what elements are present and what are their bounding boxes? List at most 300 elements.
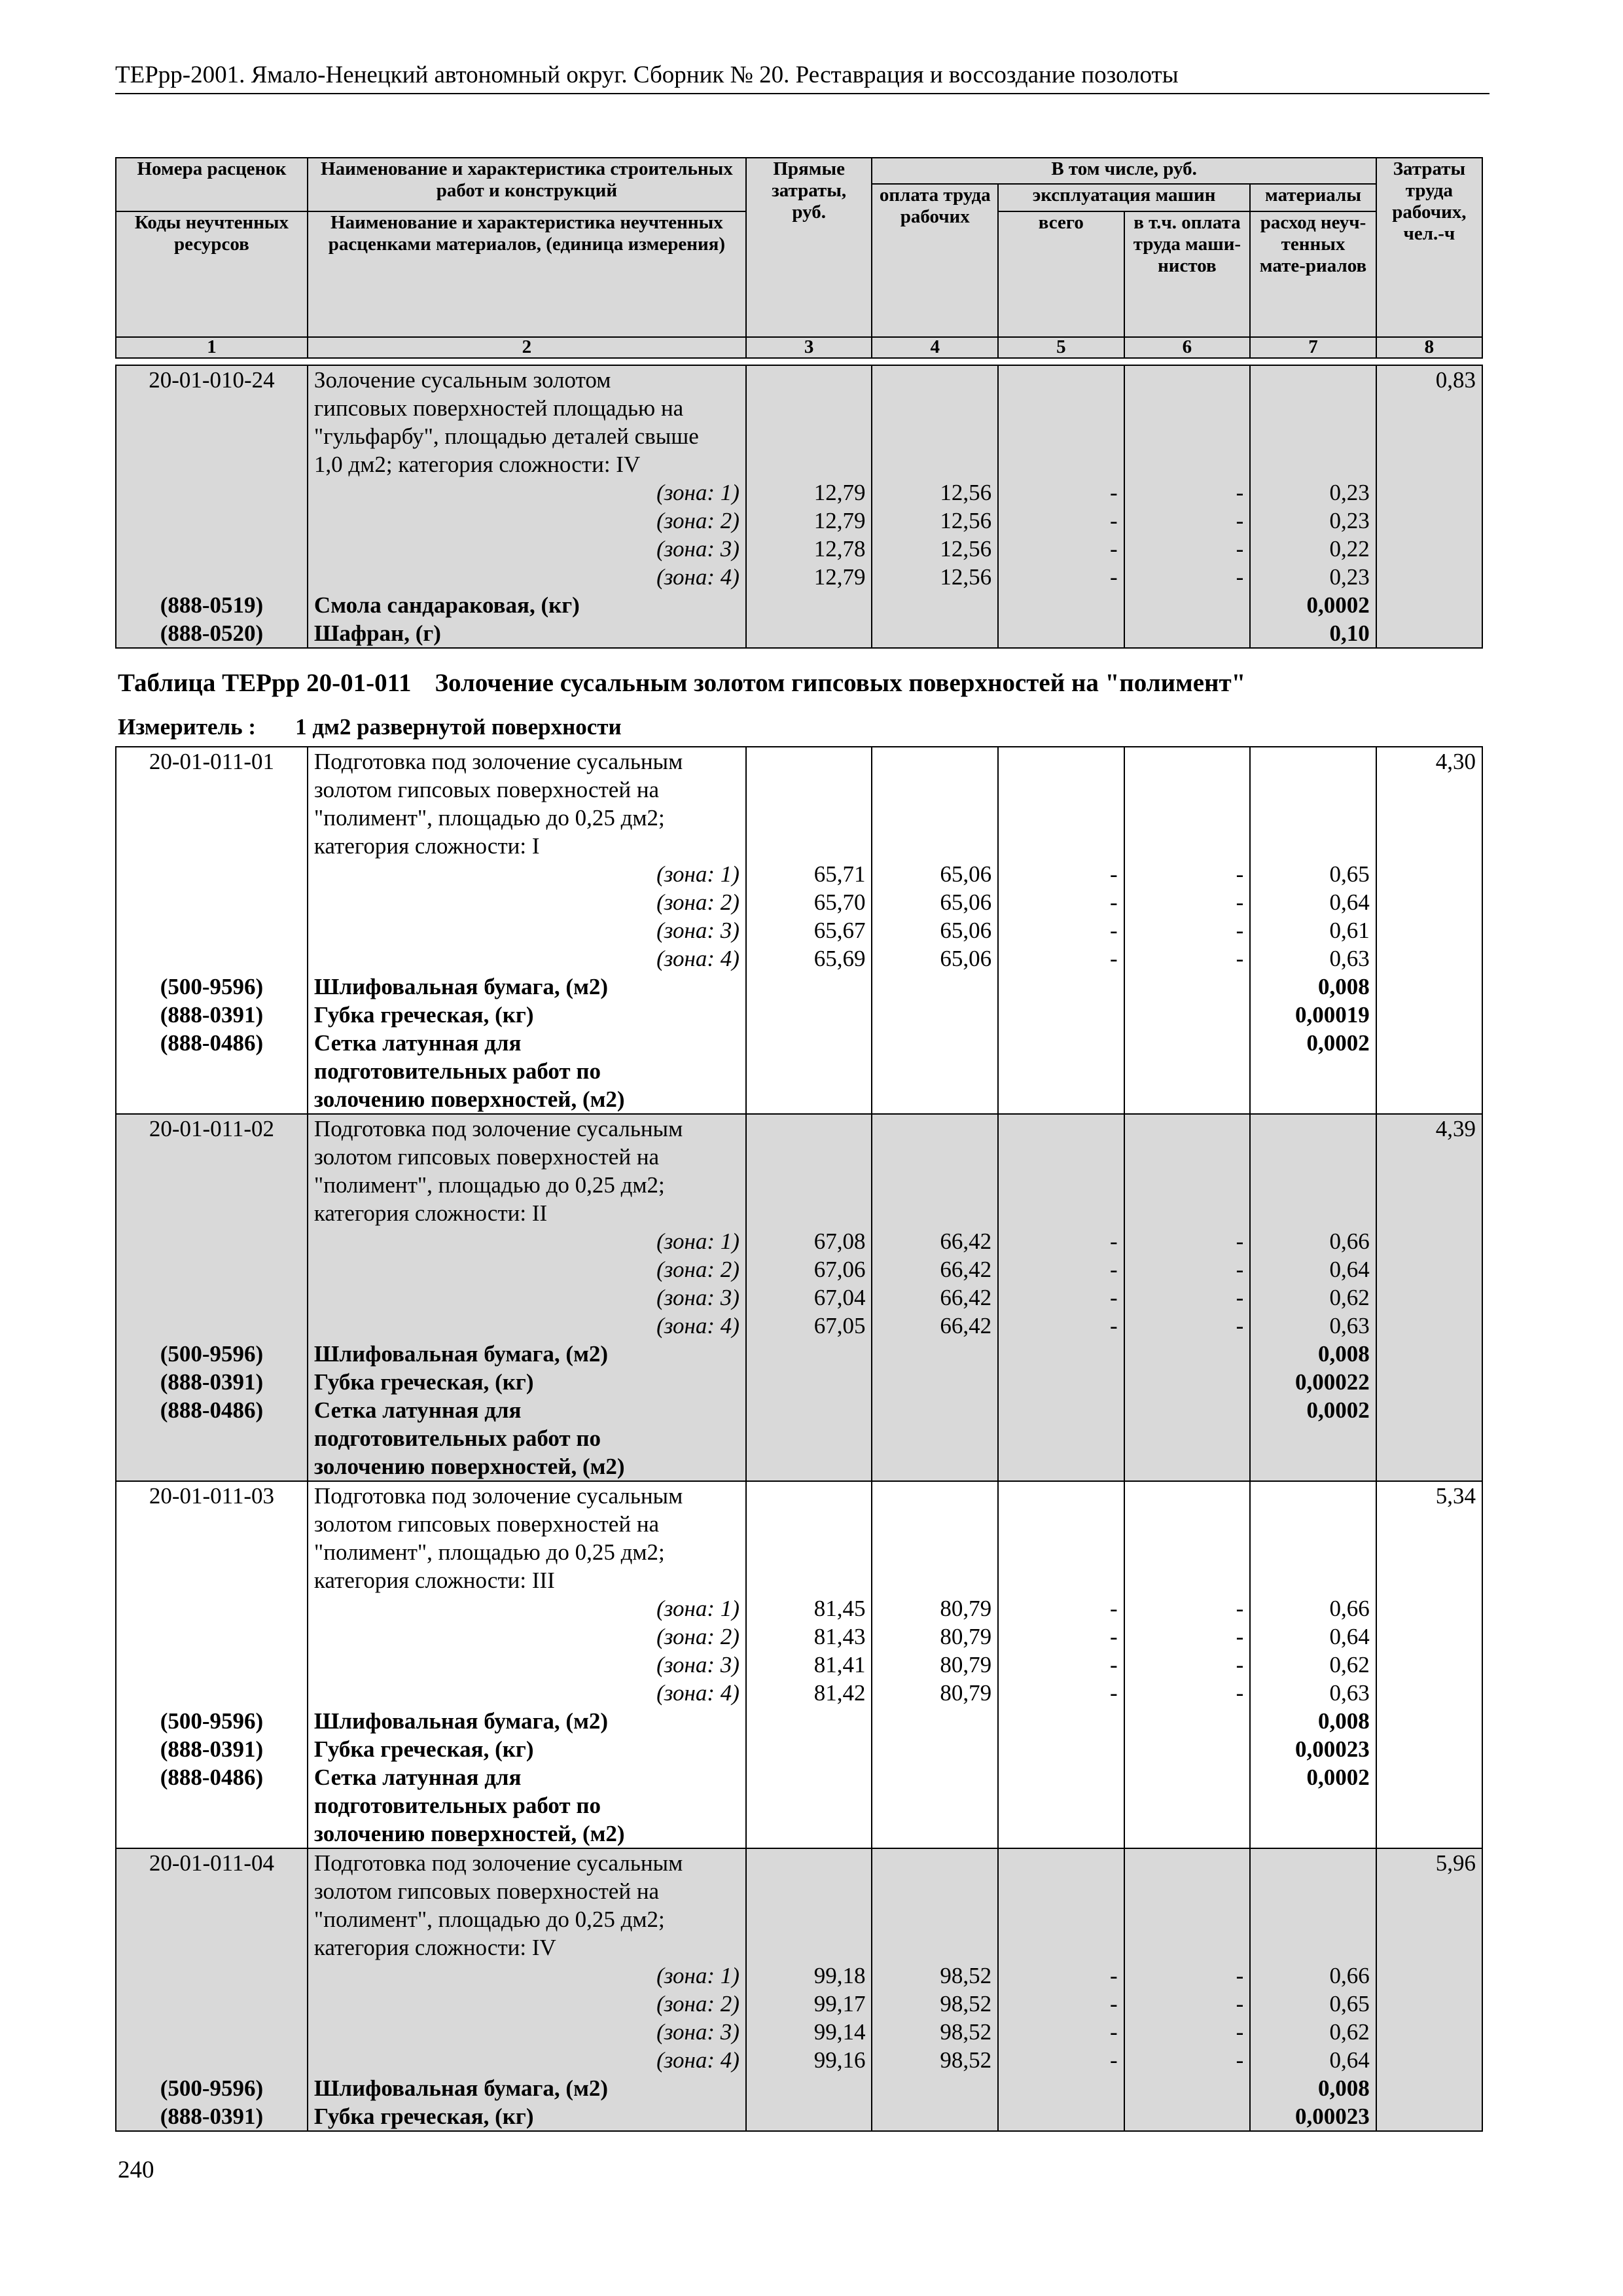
column-number: 7 <box>1250 337 1376 358</box>
resource-name-line: золочению поверхностей, (м2) <box>313 1454 625 1479</box>
empty-cell <box>998 1114 1124 1227</box>
empty-cell <box>998 1735 1124 1763</box>
empty-cell <box>998 1029 1124 1114</box>
materials-cost: 0,66 <box>1250 1594 1376 1623</box>
empty-cell <box>1124 1848 1251 1962</box>
empty-cell <box>116 1962 308 1990</box>
materials-cost: 0,63 <box>1250 1679 1376 1707</box>
resource-name <box>308 1340 746 1368</box>
resource-name-line: Губка греческая, (кг) <box>313 1002 534 1028</box>
header-operator-wage: в т.ч. оплата труда маши-нистов <box>1124 211 1251 337</box>
zone-label: (зона: 2) <box>308 507 746 535</box>
empty-cell <box>872 973 998 1001</box>
empty-cell <box>872 1368 998 1396</box>
resource-row <box>116 973 1482 1001</box>
header-machines: эксплуатация машин <box>998 184 1250 211</box>
rate-name <box>308 365 746 478</box>
machines-total: - <box>998 888 1124 916</box>
wage-cost: 65,06 <box>872 860 998 888</box>
zone-row <box>116 1651 1482 1679</box>
wage-cost: 80,79 <box>872 1594 998 1623</box>
header-column-numbers <box>116 337 1482 358</box>
resource-code: (888-0486) <box>116 1029 308 1114</box>
machines-total: - <box>998 916 1124 944</box>
empty-cell <box>872 619 998 648</box>
zone-label: (зона: 2) <box>308 1990 746 2018</box>
operator-wage: - <box>1124 1623 1251 1651</box>
resource-code: (500-9596) <box>116 1707 308 1735</box>
resource-name-line: подготовительных работ по <box>313 1426 601 1451</box>
column-number: 3 <box>746 337 872 358</box>
wage-cost: 12,56 <box>872 535 998 563</box>
empty-cell <box>998 1763 1124 1848</box>
column-number: 5 <box>998 337 1124 358</box>
running-header: ТЕРрр-2001. Ямало-Ненецкий автономный округ. Сборник № 20. Реставрация и воссоздание позолоты <box>115 60 1489 94</box>
materials-cost: 0,66 <box>1250 1962 1376 1990</box>
direct-cost: 81,43 <box>746 1623 872 1651</box>
empty-cell <box>1376 1707 1482 1735</box>
resource-name <box>308 1763 746 1848</box>
resource-row <box>116 619 1482 648</box>
zone-label: (зона: 4) <box>308 944 746 973</box>
empty-cell <box>1124 591 1251 619</box>
resource-row <box>116 591 1482 619</box>
materials-cost: 0,63 <box>1250 1312 1376 1340</box>
wage-cost: 98,52 <box>872 1990 998 2018</box>
header-direct-cost: Прямые затраты, руб. <box>746 158 872 337</box>
rate-name-line: золотом гипсовых поверхностей на <box>313 1144 660 1170</box>
column-number: 6 <box>1124 337 1251 358</box>
zone-label: (зона: 2) <box>308 888 746 916</box>
machines-total: - <box>998 860 1124 888</box>
resource-name-line: Шафран, (г) <box>313 620 441 646</box>
empty-cell <box>1376 478 1482 507</box>
empty-cell <box>116 1651 308 1679</box>
rate-name-line: Подготовка под золочение сусальным <box>313 749 683 774</box>
empty-cell <box>116 535 308 563</box>
labor-cost: 5,96 <box>1376 1848 1482 1962</box>
empty-cell <box>746 1029 872 1114</box>
empty-cell <box>872 1001 998 1029</box>
operator-wage: - <box>1124 1227 1251 1255</box>
empty-cell <box>116 1594 308 1623</box>
zone-label: (зона: 4) <box>308 563 746 591</box>
empty-cell <box>1124 1029 1251 1114</box>
empty-cell <box>872 365 998 478</box>
wage-cost: 66,42 <box>872 1283 998 1312</box>
zone-label: (зона: 3) <box>308 2018 746 2046</box>
zone-label: (зона: 1) <box>308 1227 746 1255</box>
rate-name-line: "полимент", площадью до 0,25 дм2; <box>313 805 665 831</box>
empty-cell <box>1376 1340 1482 1368</box>
direct-cost: 99,17 <box>746 1990 872 2018</box>
rate-name-line: золотом гипсовых поверхностей на <box>313 777 660 802</box>
resource-name <box>308 1001 746 1029</box>
materials-cost: 0,64 <box>1250 1623 1376 1651</box>
empty-cell <box>116 2018 308 2046</box>
resource-name <box>308 1368 746 1396</box>
resource-qty: 0,008 <box>1250 1340 1376 1368</box>
wage-cost: 66,42 <box>872 1255 998 1283</box>
resource-name <box>308 619 746 648</box>
wage-cost: 80,79 <box>872 1651 998 1679</box>
zone-label: (зона: 3) <box>308 1651 746 1679</box>
resource-row <box>116 2074 1482 2102</box>
wage-cost: 12,56 <box>872 478 998 507</box>
empty-cell <box>1124 747 1251 860</box>
empty-cell <box>1376 1227 1482 1255</box>
rate-table-20-01-011 <box>115 746 1483 2132</box>
empty-cell <box>1250 1114 1376 1227</box>
resource-row <box>116 1763 1482 1848</box>
resource-name-line: Шлифовальная бумага, (м2) <box>313 1341 609 1367</box>
resource-name-line: Губка греческая, (кг) <box>313 2104 534 2129</box>
empty-cell <box>1124 1763 1251 1848</box>
table-header <box>115 157 1483 359</box>
operator-wage: - <box>1124 1962 1251 1990</box>
wage-cost: 80,79 <box>872 1623 998 1651</box>
empty-cell <box>872 2074 998 2102</box>
operator-wage: - <box>1124 563 1251 591</box>
empty-cell <box>1376 2102 1482 2131</box>
machines-total: - <box>998 2046 1124 2074</box>
direct-cost: 99,18 <box>746 1962 872 1990</box>
zone-row <box>116 1990 1482 2018</box>
resource-row <box>116 1368 1482 1396</box>
machines-total: - <box>998 478 1124 507</box>
resource-code: (888-0391) <box>116 1001 308 1029</box>
empty-cell <box>1376 507 1482 535</box>
zone-label: (зона: 4) <box>308 2046 746 2074</box>
resource-name <box>308 1029 746 1114</box>
machines-total: - <box>998 507 1124 535</box>
empty-cell <box>746 1340 872 1368</box>
rate-code: 20-01-011-01 <box>116 747 308 860</box>
resource-qty: 0,00022 <box>1250 1368 1376 1396</box>
direct-cost: 99,16 <box>746 2046 872 2074</box>
empty-cell <box>998 1368 1124 1396</box>
rate-name-line: "полимент", площадью до 0,25 дм2; <box>313 1539 665 1565</box>
empty-cell <box>746 1735 872 1763</box>
materials-cost: 0,66 <box>1250 1227 1376 1255</box>
zone-row <box>116 478 1482 507</box>
resource-code: (500-9596) <box>116 1340 308 1368</box>
empty-cell <box>1376 1255 1482 1283</box>
empty-cell <box>872 1029 998 1114</box>
empty-cell <box>1376 591 1482 619</box>
empty-cell <box>998 1481 1124 1594</box>
resource-name <box>308 973 746 1001</box>
empty-cell <box>1124 1368 1251 1396</box>
empty-cell <box>1250 365 1376 478</box>
resource-name <box>308 2102 746 2131</box>
rate-table-20-01-010 <box>115 365 1483 649</box>
empty-cell <box>746 1481 872 1594</box>
rate-name <box>308 1114 746 1227</box>
materials-cost: 0,65 <box>1250 860 1376 888</box>
labor-cost: 0,83 <box>1376 365 1482 478</box>
rate-name-line: золотом гипсовых поверхностей на <box>313 1511 660 1537</box>
resource-row <box>116 1396 1482 1481</box>
resource-name-line: Сетка латунная для <box>313 1030 522 1056</box>
wage-cost: 80,79 <box>872 1679 998 1707</box>
empty-cell <box>1376 1594 1482 1623</box>
empty-cell <box>1376 916 1482 944</box>
empty-cell <box>1376 1312 1482 1340</box>
labor-cost: 4,39 <box>1376 1114 1482 1227</box>
column-number: 2 <box>308 337 746 358</box>
empty-cell <box>872 1340 998 1368</box>
rate-name-line: Золочение сусальным золотом <box>313 367 611 393</box>
resource-name-line: Шлифовальная бумага, (м2) <box>313 1708 609 1734</box>
rate-name-line: Подготовка под золочение сусальным <box>313 1116 683 1141</box>
direct-cost: 81,45 <box>746 1594 872 1623</box>
resource-qty: 0,00019 <box>1250 1001 1376 1029</box>
empty-cell <box>116 888 308 916</box>
empty-cell <box>1124 1114 1251 1227</box>
empty-cell <box>1376 1396 1482 1481</box>
empty-cell <box>1376 563 1482 591</box>
rate-name-line: категория сложности: IV <box>313 1935 556 1960</box>
empty-cell <box>998 2102 1124 2131</box>
empty-cell <box>746 973 872 1001</box>
zone-row <box>116 1962 1482 1990</box>
header-resource-codes: Коды неучтенных ресурсов <box>116 211 308 337</box>
empty-cell <box>872 1848 998 1962</box>
wage-cost: 98,52 <box>872 2046 998 2074</box>
empty-cell <box>998 365 1124 478</box>
rate-name-line: категория сложности: III <box>313 1568 555 1593</box>
empty-cell <box>746 1707 872 1735</box>
resource-name-line: подготовительных работ по <box>313 1058 601 1084</box>
operator-wage: - <box>1124 507 1251 535</box>
resource-code: (888-0486) <box>116 1763 308 1848</box>
wage-cost: 65,06 <box>872 888 998 916</box>
header-labor-cost: Затраты труда рабочих, чел.-ч <box>1376 158 1482 337</box>
operator-wage: - <box>1124 1255 1251 1283</box>
empty-cell <box>746 1114 872 1227</box>
operator-wage: - <box>1124 944 1251 973</box>
direct-cost: 12,79 <box>746 507 872 535</box>
empty-cell <box>1376 1735 1482 1763</box>
resource-name-line: золочению поверхностей, (м2) <box>313 1086 625 1112</box>
zone-row <box>116 1594 1482 1623</box>
machines-total: - <box>998 1623 1124 1651</box>
machines-total: - <box>998 1651 1124 1679</box>
resource-name <box>308 1396 746 1481</box>
operator-wage: - <box>1124 916 1251 944</box>
empty-cell <box>746 619 872 648</box>
empty-cell <box>872 1114 998 1227</box>
empty-cell <box>1124 1340 1251 1368</box>
materials-cost: 0,64 <box>1250 888 1376 916</box>
operator-wage: - <box>1124 1312 1251 1340</box>
zone-row <box>116 535 1482 563</box>
zone-label: (зона: 3) <box>308 916 746 944</box>
materials-cost: 0,64 <box>1250 1255 1376 1283</box>
direct-cost: 12,78 <box>746 535 872 563</box>
zone-label: (зона: 2) <box>308 1255 746 1283</box>
empty-cell <box>872 1763 998 1848</box>
materials-cost: 0,64 <box>1250 2046 1376 2074</box>
column-number: 4 <box>872 337 998 358</box>
empty-cell <box>116 563 308 591</box>
column-number: 1 <box>116 337 308 358</box>
measure-label: Измеритель : <box>118 714 257 740</box>
resource-qty: 0,008 <box>1250 1707 1376 1735</box>
rate-row <box>116 365 1482 478</box>
labor-cost: 4,30 <box>1376 747 1482 860</box>
resource-name-line: подготовительных работ по <box>313 1793 601 1818</box>
resource-name <box>308 2074 746 2102</box>
operator-wage: - <box>1124 1990 1251 2018</box>
direct-cost: 65,70 <box>746 888 872 916</box>
empty-cell <box>116 1283 308 1312</box>
empty-cell <box>746 1396 872 1481</box>
header-rate-number: Номера расценок <box>116 158 308 211</box>
zone-row <box>116 1312 1482 1340</box>
empty-cell <box>1376 2074 1482 2102</box>
direct-cost: 67,04 <box>746 1283 872 1312</box>
empty-cell <box>872 1396 998 1481</box>
zone-row <box>116 916 1482 944</box>
empty-cell <box>998 1707 1124 1735</box>
materials-cost: 0,23 <box>1250 507 1376 535</box>
resource-code: (888-0391) <box>116 1368 308 1396</box>
empty-cell <box>1124 1001 1251 1029</box>
direct-cost: 65,67 <box>746 916 872 944</box>
resource-row <box>116 2102 1482 2131</box>
materials-cost: 0,23 <box>1250 478 1376 507</box>
materials-cost: 0,62 <box>1250 2018 1376 2046</box>
empty-cell <box>998 619 1124 648</box>
resource-name-line: Сетка латунная для <box>313 1397 522 1423</box>
rate-name <box>308 1481 746 1594</box>
empty-cell <box>998 747 1124 860</box>
empty-cell <box>1376 619 1482 648</box>
empty-cell <box>746 1848 872 1962</box>
wage-cost: 98,52 <box>872 1962 998 1990</box>
rate-name <box>308 747 746 860</box>
rate-name-line: золотом гипсовых поверхностей на <box>313 1878 660 1904</box>
empty-cell <box>1376 944 1482 973</box>
direct-cost: 65,69 <box>746 944 872 973</box>
resource-qty: 0,008 <box>1250 2074 1376 2102</box>
page-number: 240 <box>118 2157 154 2183</box>
machines-total: - <box>998 1283 1124 1312</box>
machines-total: - <box>998 1312 1124 1340</box>
column-number: 8 <box>1376 337 1482 358</box>
resource-code: (500-9596) <box>116 2074 308 2102</box>
wage-cost: 65,06 <box>872 944 998 973</box>
direct-cost: 67,05 <box>746 1312 872 1340</box>
empty-cell <box>872 1707 998 1735</box>
resource-code: (888-0391) <box>116 1735 308 1763</box>
resource-name-line: Шлифовальная бумага, (м2) <box>313 974 609 999</box>
resource-name-line: золочению поверхностей, (м2) <box>313 1821 625 1846</box>
labor-cost: 5,34 <box>1376 1481 1482 1594</box>
machines-total: - <box>998 1679 1124 1707</box>
rate-name-line: гипсовых поверхностей площадью на <box>313 395 684 421</box>
header-material-name: Наименование и характеристика неучтенных расценками материалов, (единица измерения) <box>308 211 746 337</box>
empty-cell <box>998 1396 1124 1481</box>
rate-row <box>116 747 1482 860</box>
empty-cell <box>1124 2102 1251 2131</box>
empty-cell <box>1376 1029 1482 1114</box>
operator-wage: - <box>1124 1283 1251 1312</box>
empty-cell <box>746 1368 872 1396</box>
empty-cell <box>116 944 308 973</box>
operator-wage: - <box>1124 860 1251 888</box>
empty-cell <box>1124 1396 1251 1481</box>
wage-cost: 12,56 <box>872 507 998 535</box>
empty-cell <box>1376 1368 1482 1396</box>
empty-cell <box>746 365 872 478</box>
empty-cell <box>998 1848 1124 1962</box>
empty-cell <box>1376 1679 1482 1707</box>
empty-cell <box>746 1763 872 1848</box>
empty-cell <box>746 2102 872 2131</box>
header-work-name: Наименование и характеристика строительных работ и конструкций <box>308 158 746 211</box>
empty-cell <box>872 1481 998 1594</box>
zone-row <box>116 944 1482 973</box>
empty-cell <box>1124 2074 1251 2102</box>
resource-qty: 0,008 <box>1250 973 1376 1001</box>
empty-cell <box>872 1735 998 1763</box>
zone-label: (зона: 1) <box>308 1594 746 1623</box>
resource-qty: 0,0002 <box>1250 591 1376 619</box>
table-code: Таблица ТЕРрр 20-01-011 <box>118 669 412 697</box>
resource-qty: 0,00023 <box>1250 2102 1376 2131</box>
resource-code: (888-0520) <box>116 619 308 648</box>
direct-cost: 99,14 <box>746 2018 872 2046</box>
resource-name-line: Губка греческая, (кг) <box>313 1369 534 1395</box>
operator-wage: - <box>1124 2018 1251 2046</box>
empty-cell <box>116 1255 308 1283</box>
resource-name <box>308 1735 746 1763</box>
zone-label: (зона: 3) <box>308 1283 746 1312</box>
empty-cell <box>116 1312 308 1340</box>
empty-cell <box>1124 619 1251 648</box>
materials-cost: 0,61 <box>1250 916 1376 944</box>
direct-cost: 67,06 <box>746 1255 872 1283</box>
zone-row <box>116 563 1482 591</box>
rate-name-line: 1,0 дм2; категория сложности: IV <box>313 452 641 477</box>
resource-row <box>116 1340 1482 1368</box>
operator-wage: - <box>1124 2046 1251 2074</box>
wage-cost: 65,06 <box>872 916 998 944</box>
machines-total: - <box>998 1255 1124 1283</box>
empty-cell <box>1124 973 1251 1001</box>
empty-cell <box>1376 1283 1482 1312</box>
zone-row <box>116 1227 1482 1255</box>
machines-total: - <box>998 1227 1124 1255</box>
empty-cell <box>746 747 872 860</box>
wage-cost: 66,42 <box>872 1312 998 1340</box>
empty-cell <box>1124 1707 1251 1735</box>
empty-cell <box>872 2102 998 2131</box>
resource-code: (500-9596) <box>116 973 308 1001</box>
operator-wage: - <box>1124 1679 1251 1707</box>
resource-row <box>116 1735 1482 1763</box>
empty-cell <box>998 973 1124 1001</box>
empty-cell <box>746 2074 872 2102</box>
resource-code: (888-0519) <box>116 591 308 619</box>
header-including: В том числе, руб. <box>872 158 1376 184</box>
measure-value: 1 дм2 развернутой поверхности <box>295 714 622 740</box>
header-materials: материалы <box>1250 184 1376 211</box>
empty-cell <box>116 916 308 944</box>
